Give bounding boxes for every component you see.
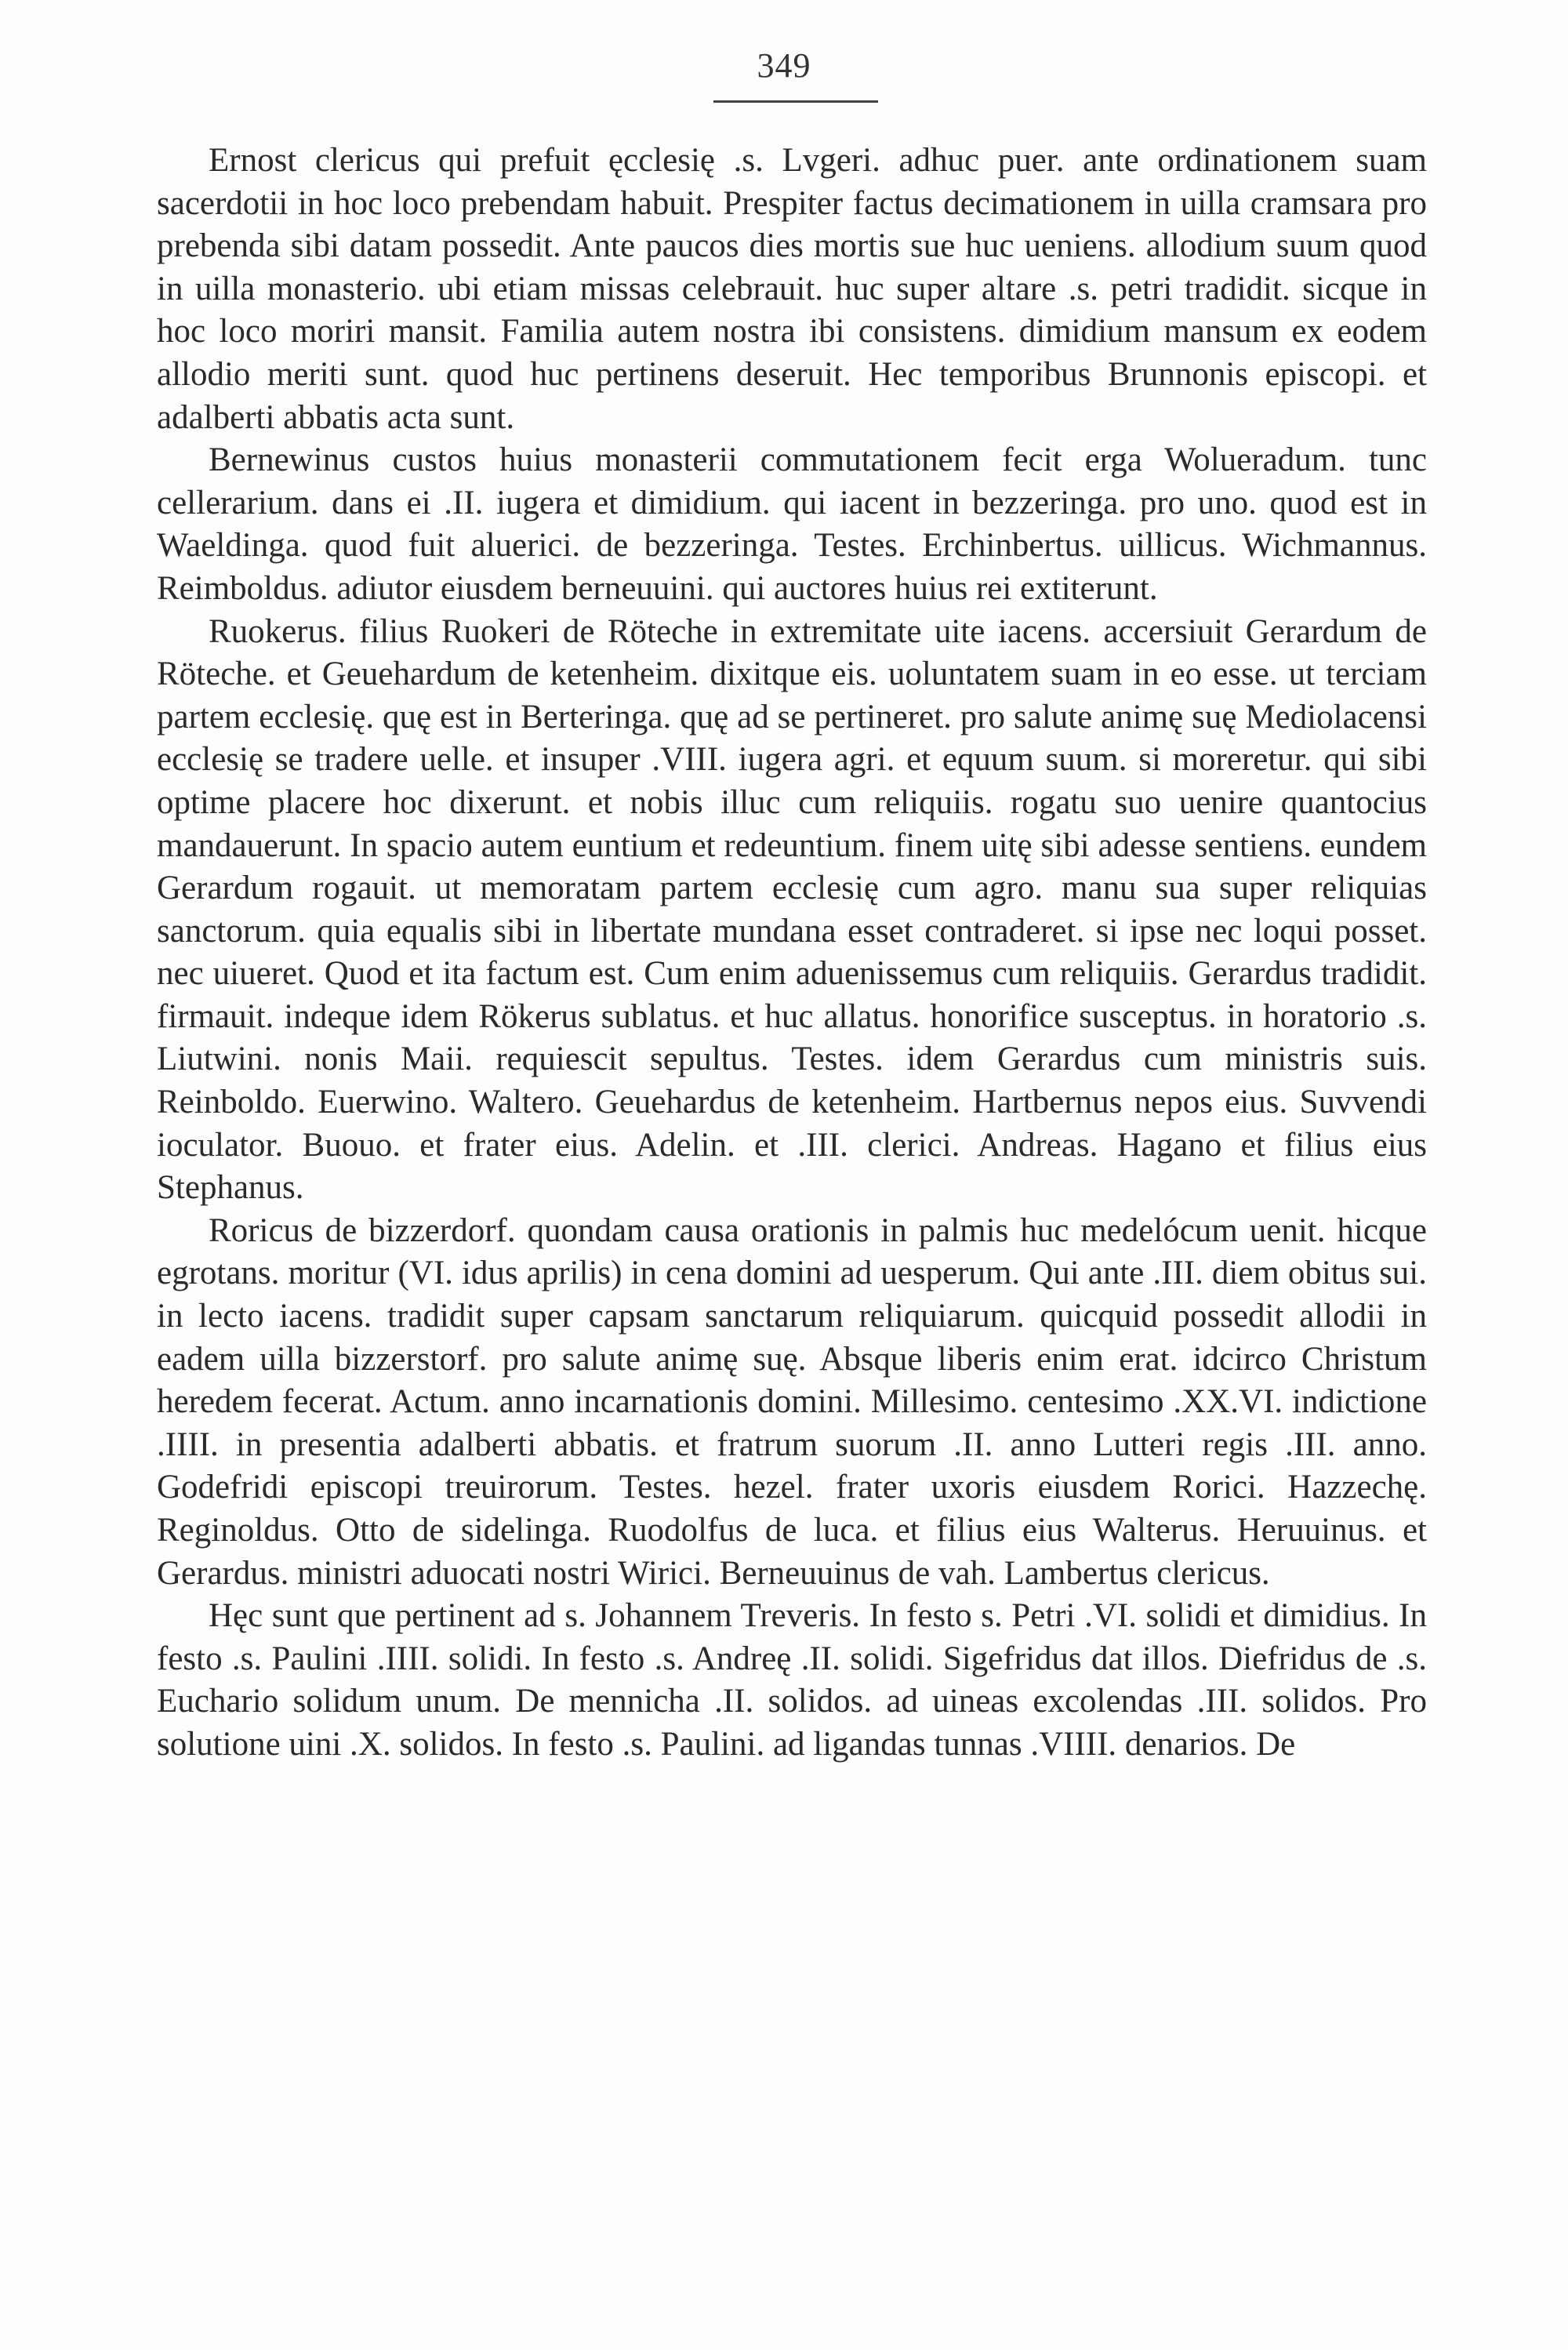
paragraph-bernewinus: Bernewinus custos huius monasterii commutationem fecit erga Wolueradum. tunc cellerarium. dans ei .II. iugera et dimidium. qui iacent in bezzeringa. pro uno. quod est in Waeldinga. quod fuit aluerici. de bezzeringa. Testes. Erchinbertus. uillicus. Wichmannus. Reimboldus. adiutor eiusdem berneuuini. qui auctores huius rei extiterunt. xyxy=(157,441,1427,607)
body-text xyxy=(157,140,1427,1767)
page-number: 349 xyxy=(757,46,811,85)
page-number-rule xyxy=(713,100,878,103)
paragraph-roricus: Roricus de bizzerdorf. quondam causa orationis in palmis huc medelócum uenit. hicque egrotans. moritur (VI. idus aprilis) in cena domini ad uesperum. Qui ante .III. diem obitus sui. in lecto iacens. tradidit super capsam sanctarum reliquiarum. quicquid possedit allodii in eadem uilla bizzerstorf. pro salute animę suę. Absque liberis enim erat. idcirco Christum heredem fecerat. Actum. anno incarnationis domini. Millesimo. centesimo .XX.VI. indictione .IIII. in presentia adalberti abbatis. et fratrum suorum .II. anno Lutteri regis .III. anno. Godefridi episcopi treuirorum. Testes. hezel. frater uxoris eiusdem Rorici. Hazzechę. Reginoldus. Otto de sidelinga. Ruodolfus de luca. et filius eius Walterus. Heruuinus. et Gerardus. ministri aduocati nostri Wirici. Berneuuinus de vah. Lambertus clericus. xyxy=(157,1211,1427,1592)
paragraph-johannem: Hęc sunt que pertinent ad s. Johannem Treveris. In festo s. Petri .VI. solidi et dimidius. In festo .s. Paulini .IIII. solidi. In festo .s. Andreę .II. solidi. Sigefridus dat illos. Diefridus de .s. Euchario solidum unum. De mennicha .II. solidos. ad uineas excolendas .III. solidos. Pro solutione uini .X. solidos. In festo .s. Paulini. ad ligandas tunnas .VIIII. denarios. De xyxy=(157,1597,1427,1763)
paragraph-ernost: Ernost clericus qui prefuit ęcclesię .s. Lvgeri. adhuc puer. ante ordinationem suam sacerdotii in hoc loco prebendam habuit. Prespiter factus decimationem in uilla cramsara pro prebenda sibi datam possedit. Ante paucos dies mortis sue huc ueniens. allodium suum quod in uilla monasterio. ubi etiam missas celebrauit. huc super altare .s. petri tradidit. sicque in hoc loco moriri mansit. Familia autem nostra ibi consistens. dimidium mansum ex eodem allodio meriti sunt. quod huc pertinens deseruit. Hec temporibus Brunnonis episcopi. et adalberti abbatis acta sunt. xyxy=(157,142,1427,436)
paragraph-ruokerus: Ruokerus. filius Ruokeri de Röteche in extremitate uite iacens. accersiuit Gerardum de Röteche. et Geuehardum de ketenheim. dixitque eis. uoluntatem suam in eo esse. ut terciam partem ecclesię. quę est in Berteringa. quę ad se pertineret. pro salute animę suę Mediolacensi ecclesię se tradere uelle. et insuper .VIII. iugera agri. et equum suum. si moreretur. qui sibi optime placere hoc dixerunt. et nobis illuc cum reliquiis. rogatu suo uenire quantocius mandauerunt. In spacio autem euntium et redeuntium. finem uitę sibi adesse sentiens. eundem Gerardum rogauit. ut memoratam partem ecclesię cum agro. manu sua super reliquias sanctorum. quia equalis sibi in libertate mundana esset contraderet. si ipse nec loqui posset. nec uiueret. Quod et ita factum est. Cum enim aduenissemus cum reliquiis. Gerardus tradidit. firmauit. indeque idem Rökerus sublatus. et huc allatus. honorifice susceptus. in horatorio .s. Liutwini. nonis Maii. requiescit sepultus. Testes. idem Gerardus cum ministris suis. Reinboldo. Euerwino. Waltero. Geuehardus de ketenheim. Hartbernus nepos eius. Suvvendi ioculator. Buouo. et frater eius. Adelin. et .III. clerici. Andreas. Hagano et filius eius Stephanus. xyxy=(157,612,1427,1207)
